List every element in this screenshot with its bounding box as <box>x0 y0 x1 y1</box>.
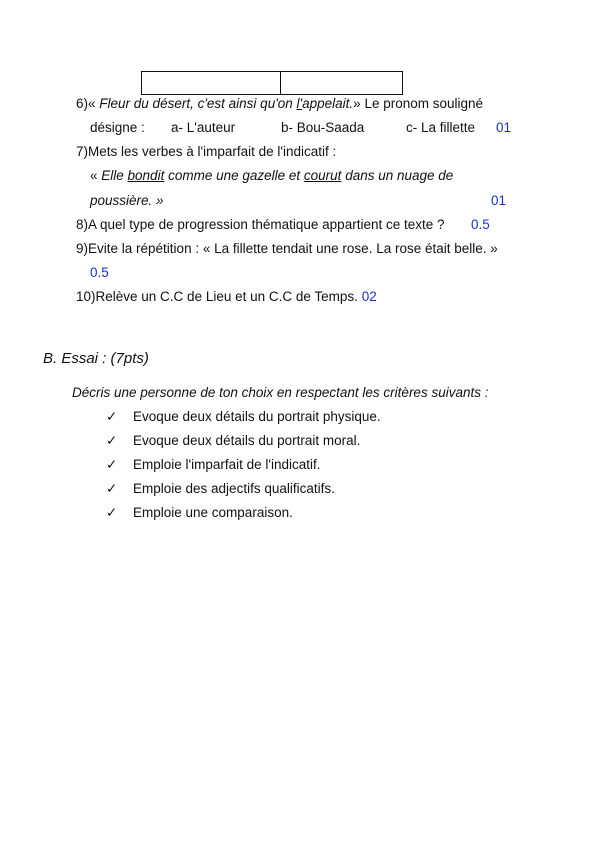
question-8-points: 0.5 <box>471 217 490 232</box>
question-10-text: Relève un C.C de Lieu et un C.C de Temps. <box>95 289 358 304</box>
criterion-item <box>106 505 293 521</box>
question-7-number: 7) <box>76 144 89 159</box>
header-table <box>141 71 403 95</box>
question-7-open-quote: « <box>90 168 102 183</box>
criterion-item <box>106 409 381 425</box>
question-6-open-quote: « <box>88 96 100 111</box>
criterion-text: Evoque deux détails du portrait physique. <box>133 409 381 424</box>
question-7-part3: dans un nuage de <box>341 168 454 183</box>
criterion-item <box>106 457 320 473</box>
question-6-option-b: b- Bou-Saada <box>281 120 365 135</box>
question-6-underlined-pronoun: l' <box>296 96 303 111</box>
criterion-item <box>106 481 335 497</box>
question-7-sentence <box>90 168 453 184</box>
question-9-text: Evite la répétition : « La fillette tendait une rose. La rose était belle. » <box>88 241 498 256</box>
question-7-points: 01 <box>491 193 507 208</box>
question-6-quote-part1: Fleur du désert, c'est ainsi qu'on <box>99 96 297 111</box>
question-8 <box>76 217 445 233</box>
question-6-question: Le pronom souligné <box>360 96 484 111</box>
question-6-close-quote: » <box>353 96 361 111</box>
question-6-designe: désigne : <box>90 120 145 135</box>
criterion-text: Emploie l'imparfait de l'indicatif. <box>133 457 321 472</box>
question-7-verb-2: courut <box>303 168 342 183</box>
checkmark-icon: ✓ <box>106 457 118 472</box>
question-7-part4: poussière. » <box>90 193 164 208</box>
checkmark-icon: ✓ <box>106 505 118 520</box>
question-6-option-c: c- La fillette <box>406 120 476 135</box>
question-6-number: 6) <box>76 96 89 111</box>
question-7-sentence-end <box>90 193 164 209</box>
header-table-cell-2 <box>281 72 402 94</box>
header-table-cell-1 <box>142 72 281 94</box>
question-8-text: A quel type de progression thématique appartient ce texte ? <box>88 217 445 232</box>
question-9-number: 9) <box>76 241 89 256</box>
question-10 <box>76 289 377 305</box>
checkmark-icon: ✓ <box>106 481 118 496</box>
criterion-text: Emploie des adjectifs qualificatifs. <box>133 481 335 496</box>
criterion-text: Evoque deux détails du portrait moral. <box>133 433 361 448</box>
question-7 <box>76 144 336 160</box>
checkmark-icon: ✓ <box>106 433 118 448</box>
question-9 <box>76 241 498 257</box>
question-10-number: 10) <box>76 289 96 304</box>
criterion-text: Emploie une comparaison. <box>133 505 293 520</box>
question-6-quote-part2: appelait. <box>302 96 354 111</box>
essai-title: B. Essai : (7pts) <box>43 350 149 367</box>
question-10-points: 02 <box>361 289 377 304</box>
question-7-instruction: Mets les verbes à l'imparfait de l'indicatif : <box>88 144 337 159</box>
question-6-points: 01 <box>496 120 512 135</box>
essai-intro: Décris une personne de ton choix en respectant les critères suivants : <box>72 385 489 400</box>
question-6 <box>76 96 483 112</box>
question-6-option-a: a- L'auteur <box>171 120 236 135</box>
question-7-part1: Elle <box>101 168 128 183</box>
criterion-item <box>106 433 360 449</box>
checkmark-icon: ✓ <box>106 409 118 424</box>
question-7-part2: comme une gazelle et <box>164 168 304 183</box>
question-7-verb-1: bondit <box>127 168 165 183</box>
question-8-number: 8) <box>76 217 89 232</box>
question-9-points: 0.5 <box>90 265 109 280</box>
